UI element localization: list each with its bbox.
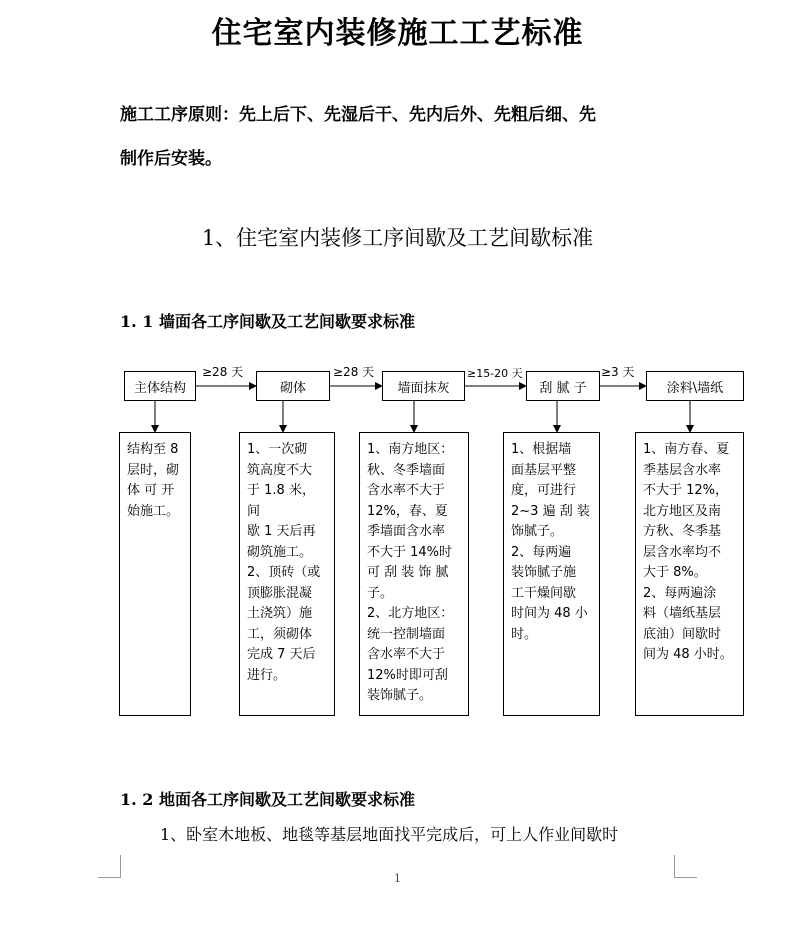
detail-box-main-structure: 结构至 8 层时，砌 体 可 开 始施工。 (119, 432, 191, 716)
detail-box-paint-wallpaper: 1、南方春、夏 季基层含水率 不大于 12%， 北方地区及南 方秋、冬季基 层含水率均不 大于 8%。 2、每两遍涂 料（墙纸基层 底油）间歇时 间为 48 小时。 (635, 432, 744, 716)
document-title: 住宅室内装修施工工艺标准 (211, 16, 584, 51)
gap-label-4: ≥3 天 (601, 365, 635, 379)
section-1-2-heading: 1. 2 地面各工序间歇及工艺间歇要求标准 (120, 790, 415, 809)
step-box-masonry: 砌体 (256, 371, 330, 401)
section-1-2-paragraph: 1、卧室木地板、地毯等基层地面找平完成后，可上人作业间歇时 (160, 825, 619, 844)
section-1-heading: 1、住宅室内装修工序间歇及工艺间歇标准 (201, 226, 594, 250)
step-box-wall-plastering: 墙面抹灰 (382, 371, 465, 401)
principle-line-2: 制作后安装。 (120, 149, 222, 169)
detail-box-putty: 1、根据墙 面基层平整 度，可进行 2~3 遍 刮 装 饰腻子。 2、每两遍 装饰腻子施 工干燥间歇 时间为 48 小 时。 (503, 432, 600, 716)
step-box-main-structure: 主体结构 (124, 371, 196, 401)
detail-box-wall-plastering: 1、南方地区： 秋、冬季墙面 含水率不大于 12%，春、夏 季墙面含水率 不大于 14%时 可 刮 装 饰 腻 子。 2、北方地区： 统一控制墙面 含水率不大于 12%时即可刮 装饰腻子。 (359, 432, 469, 716)
section-1-1-heading: 1. 1 墙面各工序间歇及工艺间歇要求标准 (120, 312, 415, 331)
detail-box-masonry: 1、一次砌 筑高度不大 于 1.8 米，间 歇 1 天后再 砌筑施工。 2、顶砖（或 顶膨胀混凝 土浇筑）施 工，须砌体 完成 7 天后 进行。 (239, 432, 335, 716)
gap-label-3: ≥15-20 天 (467, 367, 523, 380)
gap-label-2: ≥28 天 (333, 365, 375, 379)
gap-label-1: ≥28 天 (202, 365, 244, 379)
step-box-paint-wallpaper: 涂料\墙纸 (646, 371, 744, 401)
step-box-putty: 刮 腻 子 (526, 371, 600, 401)
principle-line-1: 施工工序原则：先上后下、先湿后干、先内后外、先粗后细、先 (120, 105, 596, 125)
page-number: 1 (394, 872, 401, 885)
